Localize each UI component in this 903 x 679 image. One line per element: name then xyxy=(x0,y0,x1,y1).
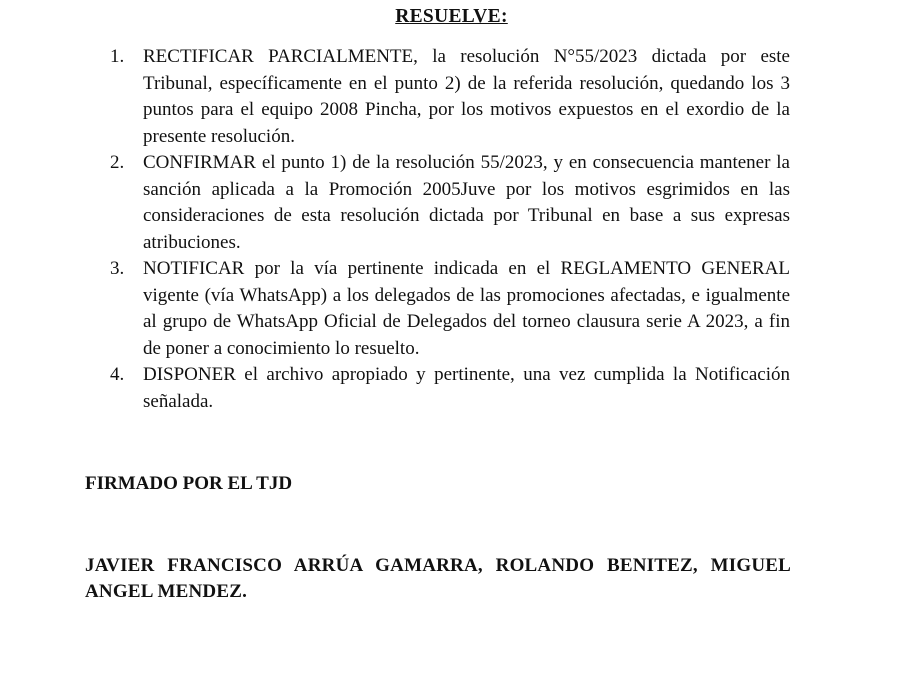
point-number: 4. xyxy=(110,364,125,385)
point-text: RECTIFICAR PARCIALMENTE, la resolución N°55/2023 dictada por este Tribunal, específicamente en el punto 2) de la referida resolución, quedando los 3 puntos para el equipo 2008 Pincha, por los motivos expuestos en el exordio de la presente resolución. xyxy=(143,46,790,147)
point-text: CONFIRMAR el punto 1) de la resolución 55/2023, y en consecuencia mantener la sanción aplicada a la Promoción 2005Juve por los motivos esgrimidos en las consideraciones de esta resolución dictada por Tribunal en base a sus expresas atribuciones. xyxy=(143,152,790,253)
resolution-point xyxy=(110,362,790,415)
resolution-point xyxy=(110,150,790,256)
point-number: 2. xyxy=(110,152,125,173)
signed-by-line: FIRMADO POR EL TJD xyxy=(85,473,293,494)
point-number: 1. xyxy=(110,46,125,67)
signers-names: JAVIER FRANCISCO ARRÚA GAMARRA, ROLANDO BENITEZ, MIGUEL ANGEL MENDEZ. xyxy=(85,555,791,602)
point-text: DISPONER el archivo apropiado y pertinente, una vez cumplida la Notificación señalada. xyxy=(143,364,790,412)
resolution-heading: RESUELVE: xyxy=(395,6,508,27)
resolution-point xyxy=(110,256,790,362)
resolution-points-list xyxy=(110,44,790,415)
point-number: 3. xyxy=(110,258,125,279)
resolution-point xyxy=(110,44,790,150)
point-text: NOTIFICAR por la vía pertinente indicada en el REGLAMENTO GENERAL vigente (vía WhatsApp) a los delegados de las promociones afectadas, e igualmente al grupo de WhatsApp Oficial de Delegados del torneo clausura serie A 2023, a fin de poner a conocimiento lo resuelto. xyxy=(143,258,790,359)
